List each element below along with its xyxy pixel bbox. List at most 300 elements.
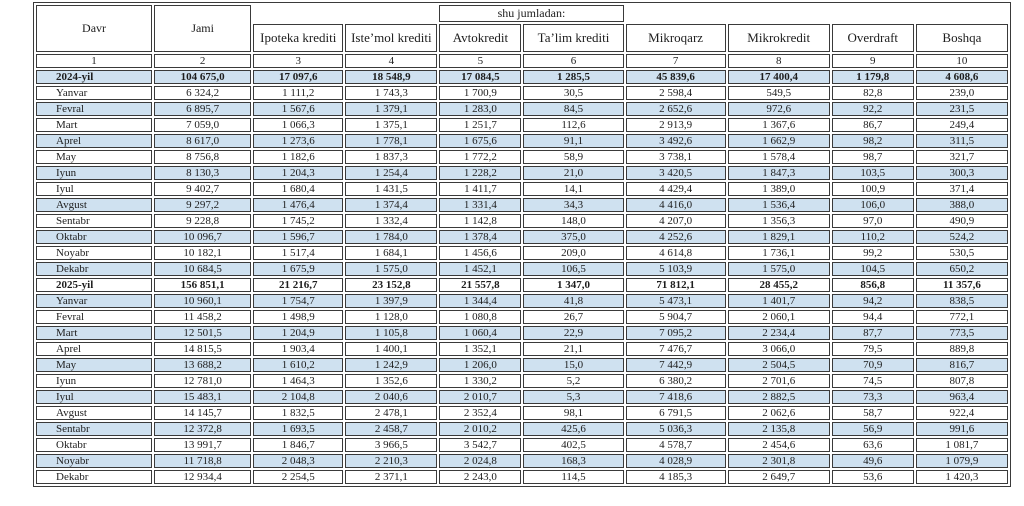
column-number-cell: 10 xyxy=(916,54,1008,68)
value-cell: 2 210,3 xyxy=(345,454,437,468)
value-cell: 41,8 xyxy=(523,294,623,308)
value-cell: 1 700,9 xyxy=(439,86,521,100)
value-cell: 4 614,8 xyxy=(626,246,726,260)
value-cell: 2 352,4 xyxy=(439,406,521,420)
row-label: Yanvar xyxy=(36,294,152,308)
value-cell: 12 934,4 xyxy=(154,470,251,484)
row-label: Sentabr xyxy=(36,422,152,436)
value-cell: 34,3 xyxy=(523,198,623,212)
value-cell: 17 084,5 xyxy=(439,70,521,84)
value-cell: 15 483,1 xyxy=(154,390,251,404)
value-cell: 524,2 xyxy=(916,230,1008,244)
value-cell: 2 913,9 xyxy=(626,118,726,132)
value-cell: 311,5 xyxy=(916,134,1008,148)
header-overdraft: Overdraft xyxy=(832,24,914,52)
header-mikrokredit: Mikrokredit xyxy=(728,24,830,52)
value-cell: 2 454,6 xyxy=(728,438,830,452)
value-cell: 4 578,7 xyxy=(626,438,726,452)
value-cell: 26,7 xyxy=(523,310,623,324)
value-cell: 14,1 xyxy=(523,182,623,196)
value-cell: 1 142,8 xyxy=(439,214,521,228)
row-label: Dekabr xyxy=(36,470,152,484)
value-cell: 74,5 xyxy=(832,374,914,388)
row-label: May xyxy=(36,358,152,372)
value-cell: 1 411,7 xyxy=(439,182,521,196)
value-cell: 1 846,7 xyxy=(253,438,343,452)
value-cell: 300,3 xyxy=(916,166,1008,180)
value-cell: 13 688,2 xyxy=(154,358,251,372)
value-cell: 239,0 xyxy=(916,86,1008,100)
row-label: May xyxy=(36,150,152,164)
value-cell: 1 397,9 xyxy=(345,294,437,308)
row-label: Oktabr xyxy=(36,230,152,244)
value-cell: 856,8 xyxy=(832,278,914,292)
value-cell: 1 536,4 xyxy=(728,198,830,212)
value-cell: 9 297,2 xyxy=(154,198,251,212)
value-cell: 1 675,6 xyxy=(439,134,521,148)
value-cell: 1 375,1 xyxy=(345,118,437,132)
value-cell: 110,2 xyxy=(832,230,914,244)
value-cell: 8 756,8 xyxy=(154,150,251,164)
month-row xyxy=(36,198,1008,212)
value-cell: 6 324,2 xyxy=(154,86,251,100)
value-cell: 1 567,6 xyxy=(253,102,343,116)
value-cell: 3 738,1 xyxy=(626,150,726,164)
value-cell: 23 152,8 xyxy=(345,278,437,292)
value-cell: 425,6 xyxy=(523,422,623,436)
month-row xyxy=(36,470,1008,484)
value-cell: 2 048,3 xyxy=(253,454,343,468)
value-cell: 3 542,7 xyxy=(439,438,521,452)
value-cell: 99,2 xyxy=(832,246,914,260)
value-cell: 1 389,0 xyxy=(728,182,830,196)
header-ipoteka-krediti: Ipoteka krediti xyxy=(253,24,343,52)
value-cell: 838,5 xyxy=(916,294,1008,308)
value-cell: 87,7 xyxy=(832,326,914,340)
value-cell: 549,5 xyxy=(728,86,830,100)
header-boshqa: Boshqa xyxy=(916,24,1008,52)
value-cell: 1 476,4 xyxy=(253,198,343,212)
value-cell: 3 966,5 xyxy=(345,438,437,452)
value-cell: 98,7 xyxy=(832,150,914,164)
year-total-row xyxy=(36,278,1008,292)
value-cell: 1 745,2 xyxy=(253,214,343,228)
header-shu-jumladan: shu jumladan: xyxy=(439,5,623,22)
value-cell: 2 234,4 xyxy=(728,326,830,340)
header-avtokredit: Avtokredit xyxy=(439,24,521,52)
value-cell: 86,7 xyxy=(832,118,914,132)
value-cell: 7 059,0 xyxy=(154,118,251,132)
value-cell: 2 243,0 xyxy=(439,470,521,484)
header-spacer xyxy=(916,5,1008,22)
value-cell: 1 204,3 xyxy=(253,166,343,180)
row-label: Dekabr xyxy=(36,262,152,276)
value-cell: 1 743,3 xyxy=(345,86,437,100)
value-cell: 6 791,5 xyxy=(626,406,726,420)
value-cell: 79,5 xyxy=(832,342,914,356)
row-label: Iyun xyxy=(36,374,152,388)
value-cell: 1 378,4 xyxy=(439,230,521,244)
value-cell: 21 557,8 xyxy=(439,278,521,292)
value-cell: 1 285,5 xyxy=(523,70,623,84)
value-cell: 1 517,4 xyxy=(253,246,343,260)
value-cell: 991,6 xyxy=(916,422,1008,436)
row-label: Aprel xyxy=(36,342,152,356)
value-cell: 8 617,0 xyxy=(154,134,251,148)
value-cell: 17 400,4 xyxy=(728,70,830,84)
value-cell: 2 062,6 xyxy=(728,406,830,420)
value-cell: 1 060,4 xyxy=(439,326,521,340)
value-cell: 1 081,7 xyxy=(916,438,1008,452)
value-cell: 92,2 xyxy=(832,102,914,116)
value-cell: 7 095,2 xyxy=(626,326,726,340)
value-cell: 922,4 xyxy=(916,406,1008,420)
value-cell: 1 079,9 xyxy=(916,454,1008,468)
column-number-cell: 4 xyxy=(345,54,437,68)
value-cell: 4 185,3 xyxy=(626,470,726,484)
value-cell: 530,5 xyxy=(916,246,1008,260)
value-cell: 249,4 xyxy=(916,118,1008,132)
credit-statistics-table xyxy=(33,2,1011,487)
value-cell: 2 024,8 xyxy=(439,454,521,468)
value-cell: 10 960,1 xyxy=(154,294,251,308)
value-cell: 9 228,8 xyxy=(154,214,251,228)
row-label: Fevral xyxy=(36,310,152,324)
month-row xyxy=(36,390,1008,404)
value-cell: 1 498,9 xyxy=(253,310,343,324)
row-label: Avgust xyxy=(36,406,152,420)
value-cell: 11 718,8 xyxy=(154,454,251,468)
month-row xyxy=(36,118,1008,132)
value-cell: 3 420,5 xyxy=(626,166,726,180)
value-cell: 4 207,0 xyxy=(626,214,726,228)
value-cell: 70,9 xyxy=(832,358,914,372)
value-cell: 209,0 xyxy=(523,246,623,260)
value-cell: 1 105,8 xyxy=(345,326,437,340)
value-cell: 1 254,4 xyxy=(345,166,437,180)
value-cell: 1 111,2 xyxy=(253,86,343,100)
month-row xyxy=(36,358,1008,372)
value-cell: 14 145,7 xyxy=(154,406,251,420)
column-number-cell: 1 xyxy=(36,54,152,68)
value-cell: 1 066,3 xyxy=(253,118,343,132)
value-cell: 2 882,5 xyxy=(728,390,830,404)
value-cell: 13 991,7 xyxy=(154,438,251,452)
value-cell: 1 352,6 xyxy=(345,374,437,388)
value-cell: 30,5 xyxy=(523,86,623,100)
value-cell: 91,1 xyxy=(523,134,623,148)
value-cell: 963,4 xyxy=(916,390,1008,404)
value-cell: 1 228,2 xyxy=(439,166,521,180)
value-cell: 1 204,9 xyxy=(253,326,343,340)
value-cell: 2 135,8 xyxy=(728,422,830,436)
column-number-cell: 9 xyxy=(832,54,914,68)
value-cell: 12 372,8 xyxy=(154,422,251,436)
value-cell: 1 283,0 xyxy=(439,102,521,116)
value-cell: 1 251,7 xyxy=(439,118,521,132)
value-cell: 17 097,6 xyxy=(253,70,343,84)
value-cell: 10 182,1 xyxy=(154,246,251,260)
value-cell: 10 684,5 xyxy=(154,262,251,276)
value-cell: 1 575,0 xyxy=(728,262,830,276)
value-cell: 1 374,4 xyxy=(345,198,437,212)
column-number-cell: 8 xyxy=(728,54,830,68)
value-cell: 1 837,3 xyxy=(345,150,437,164)
value-cell: 22,9 xyxy=(523,326,623,340)
value-cell: 1 464,3 xyxy=(253,374,343,388)
value-cell: 2 060,1 xyxy=(728,310,830,324)
value-cell: 5 904,7 xyxy=(626,310,726,324)
value-cell: 1 754,7 xyxy=(253,294,343,308)
value-cell: 1 332,4 xyxy=(345,214,437,228)
value-cell: 1 693,5 xyxy=(253,422,343,436)
value-cell: 4 416,0 xyxy=(626,198,726,212)
row-label: Mart xyxy=(36,118,152,132)
value-cell: 807,8 xyxy=(916,374,1008,388)
value-cell: 816,7 xyxy=(916,358,1008,372)
value-cell: 1 352,1 xyxy=(439,342,521,356)
header-mikroqarz: Mikroqarz xyxy=(626,24,726,52)
value-cell: 21,1 xyxy=(523,342,623,356)
value-cell: 12 501,5 xyxy=(154,326,251,340)
value-cell: 402,5 xyxy=(523,438,623,452)
value-cell: 2 254,5 xyxy=(253,470,343,484)
row-label: Aprel xyxy=(36,134,152,148)
value-cell: 1 456,6 xyxy=(439,246,521,260)
value-cell: 4 429,4 xyxy=(626,182,726,196)
value-cell: 56,9 xyxy=(832,422,914,436)
value-cell: 45 839,6 xyxy=(626,70,726,84)
month-row xyxy=(36,438,1008,452)
value-cell: 375,0 xyxy=(523,230,623,244)
value-cell: 2 010,7 xyxy=(439,390,521,404)
value-cell: 772,1 xyxy=(916,310,1008,324)
value-cell: 1 575,0 xyxy=(345,262,437,276)
value-cell: 1 431,5 xyxy=(345,182,437,196)
month-row xyxy=(36,134,1008,148)
value-cell: 7 476,7 xyxy=(626,342,726,356)
value-cell: 1 400,1 xyxy=(345,342,437,356)
value-cell: 1 080,8 xyxy=(439,310,521,324)
value-cell: 2 301,8 xyxy=(728,454,830,468)
value-cell: 1 367,6 xyxy=(728,118,830,132)
value-cell: 103,5 xyxy=(832,166,914,180)
value-cell: 1 847,3 xyxy=(728,166,830,180)
value-cell: 2 504,5 xyxy=(728,358,830,372)
value-cell: 5 036,3 xyxy=(626,422,726,436)
value-cell: 7 418,6 xyxy=(626,390,726,404)
row-label: Iyul xyxy=(36,390,152,404)
value-cell: 112,6 xyxy=(523,118,623,132)
value-cell: 1 778,1 xyxy=(345,134,437,148)
value-cell: 6 895,7 xyxy=(154,102,251,116)
header-jami: Jami xyxy=(154,5,251,52)
column-number-cell: 3 xyxy=(253,54,343,68)
value-cell: 1 662,9 xyxy=(728,134,830,148)
value-cell: 1 829,1 xyxy=(728,230,830,244)
value-cell: 11 458,2 xyxy=(154,310,251,324)
month-row xyxy=(36,214,1008,228)
row-label: 2024-yil xyxy=(36,70,152,84)
row-label: Iyul xyxy=(36,182,152,196)
value-cell: 5 473,1 xyxy=(626,294,726,308)
value-cell: 1 420,3 xyxy=(916,470,1008,484)
value-cell: 773,5 xyxy=(916,326,1008,340)
value-cell: 1 182,6 xyxy=(253,150,343,164)
header-spacer xyxy=(253,5,343,22)
value-cell: 9 402,7 xyxy=(154,182,251,196)
value-cell: 12 781,0 xyxy=(154,374,251,388)
value-cell: 82,8 xyxy=(832,86,914,100)
value-cell: 2 652,6 xyxy=(626,102,726,116)
value-cell: 231,5 xyxy=(916,102,1008,116)
month-row xyxy=(36,86,1008,100)
value-cell: 1 128,0 xyxy=(345,310,437,324)
row-label: Fevral xyxy=(36,102,152,116)
value-cell: 11 357,6 xyxy=(916,278,1008,292)
value-cell: 14 815,5 xyxy=(154,342,251,356)
column-number-cell: 5 xyxy=(439,54,521,68)
header-talim-krediti: Ta’lim krediti xyxy=(523,24,623,52)
month-row xyxy=(36,294,1008,308)
value-cell: 21 216,7 xyxy=(253,278,343,292)
value-cell: 3 492,6 xyxy=(626,134,726,148)
value-cell: 1 578,4 xyxy=(728,150,830,164)
month-row xyxy=(36,102,1008,116)
row-label: Mart xyxy=(36,326,152,340)
value-cell: 58,7 xyxy=(832,406,914,420)
value-cell: 972,6 xyxy=(728,102,830,116)
value-cell: 650,2 xyxy=(916,262,1008,276)
value-cell: 2 478,1 xyxy=(345,406,437,420)
value-cell: 2 371,1 xyxy=(345,470,437,484)
value-cell: 1 832,5 xyxy=(253,406,343,420)
value-cell: 1 684,1 xyxy=(345,246,437,260)
value-cell: 1 356,3 xyxy=(728,214,830,228)
row-label: Sentabr xyxy=(36,214,152,228)
value-cell: 6 380,2 xyxy=(626,374,726,388)
value-cell: 94,2 xyxy=(832,294,914,308)
value-cell: 1 379,1 xyxy=(345,102,437,116)
value-cell: 15,0 xyxy=(523,358,623,372)
month-row xyxy=(36,422,1008,436)
value-cell: 148,0 xyxy=(523,214,623,228)
value-cell: 94,4 xyxy=(832,310,914,324)
value-cell: 28 455,2 xyxy=(728,278,830,292)
value-cell: 1 452,1 xyxy=(439,262,521,276)
row-label: Yanvar xyxy=(36,86,152,100)
month-row xyxy=(36,406,1008,420)
month-row xyxy=(36,182,1008,196)
header-spacer xyxy=(832,5,914,22)
row-label: Iyun xyxy=(36,166,152,180)
value-cell: 1 206,0 xyxy=(439,358,521,372)
value-cell: 10 096,7 xyxy=(154,230,251,244)
value-cell: 1 675,9 xyxy=(253,262,343,276)
value-cell: 2 040,6 xyxy=(345,390,437,404)
value-cell: 18 548,9 xyxy=(345,70,437,84)
value-cell: 2 104,8 xyxy=(253,390,343,404)
value-cell: 1 242,9 xyxy=(345,358,437,372)
value-cell: 1 610,2 xyxy=(253,358,343,372)
month-row xyxy=(36,230,1008,244)
column-number-cell: 6 xyxy=(523,54,623,68)
value-cell: 98,1 xyxy=(523,406,623,420)
value-cell: 114,5 xyxy=(523,470,623,484)
value-cell: 490,9 xyxy=(916,214,1008,228)
header-istemol-krediti: Iste’mol krediti xyxy=(345,24,437,52)
value-cell: 21,0 xyxy=(523,166,623,180)
header-spacer xyxy=(728,5,830,22)
value-cell: 2 598,4 xyxy=(626,86,726,100)
header-davr: Davr xyxy=(36,5,152,52)
value-cell: 84,5 xyxy=(523,102,623,116)
month-row xyxy=(36,310,1008,324)
row-label: Noyabr xyxy=(36,246,152,260)
value-cell: 1 772,2 xyxy=(439,150,521,164)
value-cell: 2 701,6 xyxy=(728,374,830,388)
month-row xyxy=(36,342,1008,356)
value-cell: 104 675,0 xyxy=(154,70,251,84)
row-label: 2025-yil xyxy=(36,278,152,292)
month-row xyxy=(36,374,1008,388)
value-cell: 2 649,7 xyxy=(728,470,830,484)
value-cell: 388,0 xyxy=(916,198,1008,212)
table-body xyxy=(36,70,1008,484)
value-cell: 5,2 xyxy=(523,374,623,388)
value-cell: 7 442,9 xyxy=(626,358,726,372)
value-cell: 1 273,6 xyxy=(253,134,343,148)
month-row xyxy=(36,262,1008,276)
value-cell: 1 736,1 xyxy=(728,246,830,260)
column-number-cell: 2 xyxy=(154,54,251,68)
value-cell: 1 784,0 xyxy=(345,230,437,244)
value-cell: 63,6 xyxy=(832,438,914,452)
value-cell: 1 330,2 xyxy=(439,374,521,388)
month-row xyxy=(36,454,1008,468)
value-cell: 5 103,9 xyxy=(626,262,726,276)
value-cell: 4 608,6 xyxy=(916,70,1008,84)
value-cell: 1 344,4 xyxy=(439,294,521,308)
value-cell: 371,4 xyxy=(916,182,1008,196)
value-cell: 1 596,7 xyxy=(253,230,343,244)
month-row xyxy=(36,326,1008,340)
value-cell: 1 331,4 xyxy=(439,198,521,212)
column-numbers-row xyxy=(36,54,1008,68)
value-cell: 889,8 xyxy=(916,342,1008,356)
value-cell: 1 401,7 xyxy=(728,294,830,308)
value-cell: 100,9 xyxy=(832,182,914,196)
value-cell: 106,0 xyxy=(832,198,914,212)
value-cell: 49,6 xyxy=(832,454,914,468)
value-cell: 4 028,9 xyxy=(626,454,726,468)
value-cell: 1 347,0 xyxy=(523,278,623,292)
value-cell: 1 903,4 xyxy=(253,342,343,356)
row-label: Oktabr xyxy=(36,438,152,452)
value-cell: 97,0 xyxy=(832,214,914,228)
value-cell: 104,5 xyxy=(832,262,914,276)
header-spacer xyxy=(626,5,726,22)
header-spacer xyxy=(345,5,437,22)
column-number-cell: 7 xyxy=(626,54,726,68)
month-row xyxy=(36,166,1008,180)
month-row xyxy=(36,150,1008,164)
value-cell: 106,5 xyxy=(523,262,623,276)
value-cell: 58,9 xyxy=(523,150,623,164)
value-cell: 321,7 xyxy=(916,150,1008,164)
value-cell: 8 130,3 xyxy=(154,166,251,180)
value-cell: 156 851,1 xyxy=(154,278,251,292)
